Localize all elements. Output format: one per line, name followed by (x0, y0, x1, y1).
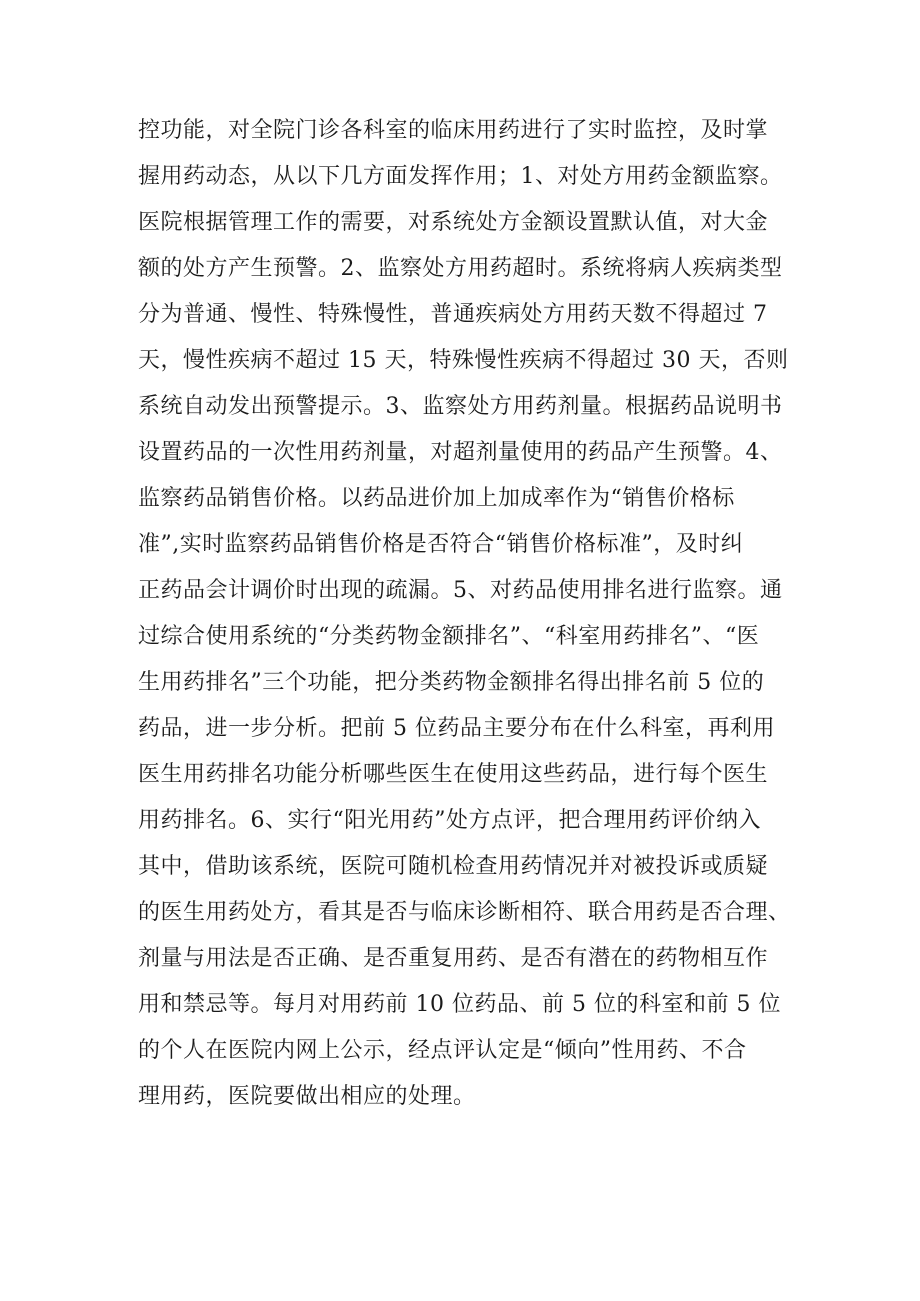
text-line: 控功能，对全院门诊各科室的临床用药进行了实时监控，及时掌 (138, 118, 769, 143)
text-line: 剂量与用法是否正确、是否重复用药、是否有潜在的药物相互作 (138, 946, 769, 971)
text-line: 过综合使用系统的“分类药物金额排名”、“科室用药排名”、“医 (138, 624, 760, 649)
text-line: 的个人在医院内网上公示，经点评认定是“倾向”性用药、不合 (138, 1038, 747, 1063)
text-line: 正药品会计调价时出现的疏漏。5、对药品使用排名进行监察。通 (138, 578, 783, 603)
text-line: 天，慢性疾病不超过 15 天，特殊慢性疾病不得超过 30 天，否则 (138, 348, 789, 373)
text-line: 生用药排名”三个功能，把分类药物金额排名得出排名前 5 位的 (138, 670, 765, 695)
text-line: 额的处方产生预警。2、监察处方用药超时。系统将病人疾病类型 (138, 256, 783, 281)
text-line: 药品，进一步分析。把前 5 位药品主要分布在什么科室，再利用 (138, 716, 775, 741)
text-line: 分为普通、慢性、特殊慢性，普通疾病处方用药天数不得超过 7 (138, 302, 768, 327)
text-line: 系统自动发出预警提示。3、监察处方用药剂量。根据药品说明书 (138, 394, 783, 419)
text-line: 握用药动态，从以下几方面发挥作用；1、对处方用药金额监察。 (138, 164, 783, 189)
text-line: 医生用药排名功能分析哪些医生在使用这些药品，进行每个医生 (138, 762, 769, 787)
text-line: 监察药品销售价格。以药品进价加上加成率作为“销售价格标 (138, 486, 735, 511)
text-line: 用药排名。6、实行“阳光用药”处方点评，把合理用药评价纳入 (138, 808, 761, 833)
text-line: 设置药品的一次性用药剂量，对超剂量使用的药品产生预警。4、 (138, 440, 783, 465)
text-line: 准”,实时监察药品销售价格是否符合“销售价格标准”，及时纠 (138, 532, 744, 557)
text-line: 医院根据管理工作的需要，对系统处方金额设置默认值，对大金 (138, 210, 769, 235)
text-line: 理用药，医院要做出相应的处理。 (138, 1084, 476, 1109)
text-line: 其中，借助该系统，医院可随机检查用药情况并对被投诉或质疑 (138, 854, 769, 879)
body-text (138, 108, 798, 1120)
text-line: 用和禁忌等。每月对用药前 10 位药品、前 5 位的科室和前 5 位 (138, 992, 781, 1017)
text-line: 的医生用药处方，看其是否与临床诊断相符、联合用药是否合理、 (138, 900, 791, 925)
